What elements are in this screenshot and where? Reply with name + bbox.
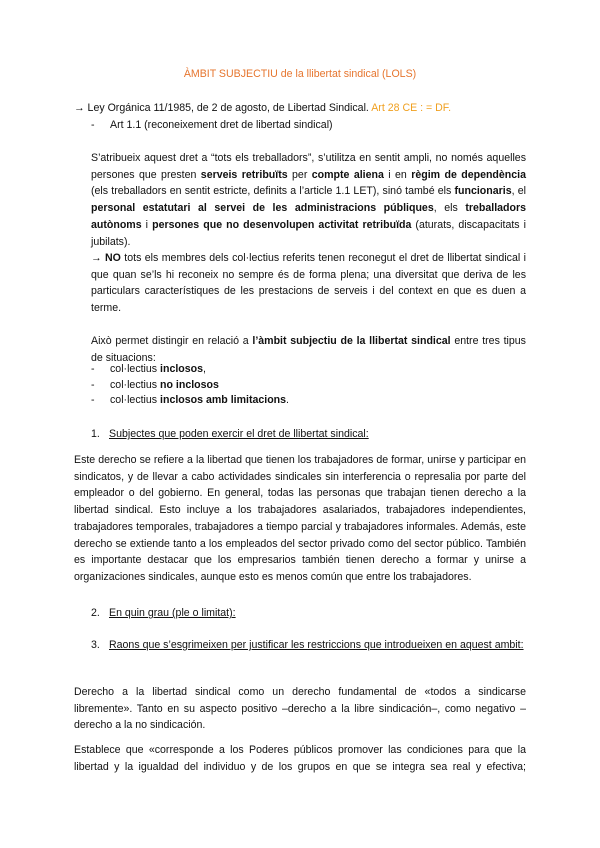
paragraph-situations-intro: Això permet distingir en relació a l’àmbit subjectiu de la llibertat sindical entre tres tipus de situacions: bbox=[91, 335, 526, 364]
paragraph-fundamental-right: Derecho a la libertad sindical como un derecho fundamental de «todos a sindicarse libremente». Tanto en su aspecto positivo –derecho a la libre sindicación–, como negativo –derecho a la no sindicación. bbox=[74, 686, 526, 732]
paragraph-public-powers: Establece que «corresponde a los Poderes públicos promover las condiciones para que la libertad y la igualdad del individuo y de los grupos en que se integra sea real y efectiva; bbox=[74, 744, 526, 773]
law-reference bbox=[74, 100, 534, 117]
paragraph-scope: S’atribueix aquest dret a “tots els treballadors”, s’utilitza en sentit ampli, no només aquelles persones que presten serveis retribuïts per compte aliena i en règim de dependència (els treballadors en sentit estricte, definits a l’article 1.1 LET), sinó també els funcionaris, el personal estatutari al servei de les administracions públiques, els treballadors autònoms i persones que no desenvolupen activitat retribuïda (aturats, discapacitats i jubilats). bbox=[91, 152, 526, 248]
arrow-icon: → bbox=[74, 102, 85, 114]
arrow-icon: → bbox=[91, 252, 102, 264]
law-article-text: Art 1.1 (reconeixement dret de libertad sindical) bbox=[110, 119, 333, 131]
document-page: ÀMBIT SUBJECTIU de la llibertat sindical (LOLS) → Ley Orgánica 11/1985, de 2 de agosto, de Libertad Sindical. Art 28 CE : = DF. - Art 1.1 (reconeixement dret de libertad sindical) S’atribueix aquest dret a “tots els treballadors”, s’utilitza en sentit ampli, no només aquelles persones que presten serveis retribuïts per compte aliena i en règim de dependència (els treballadors en sentit estricte, definits a l’article 1.1 LET), sinó també els funcionaris, el personal estatutari al servei de les administracions públiques, els treballadors autònoms i persones que no desenvolupen activitat retribuïda (aturats, discapacitats i jubilats). → NO tots els membres dels col·lectius referits tenen reconegut el dret de llibertat sindical i que quan se’ls hi reconeix no sempre és de forma plena; una diversitat que deriva de les particulars característiques de les prestacions de serveis i del context en que es duen a terme. Això permet distingir en relació a l’àmbit subjectiu de la llibertat sindical entre tres tipus de situacions: - col·lectius inclosos, - col·lectius no inclosos - col·lectius inclosos amb limitacions. 1. Subjectes que poden exercir el dret de llibertat sindical: Este derecho se refiere a la libertad que tienen los trabajadores de formar, unirse y participar en sindicatos, y de llevar a cabo actividades sindicales sin interferencia o represalia por parte del empleador o del gobierno. En general, todas las personas que trabajan tienen derecho a la libertad sindical. Esto incluye a los trabajadores asalariados, trabajadores independientes, trabajadores temporales, trabajadores a tiempo parcial y trabajadores informales. Además, este derecho se extiende tanto a los empleados del sector privado como del sector público. También es importante destacar que los empresarios también tienen derecho a formar y unirse a organizaciones sindicales, aunque esto es menos común que entre los trabajadores. 2. En quin grau (ple o limitat): 3. Raons que s’esgrimeixen per justificar les restriccions que introdueixen en aquest ambit: Derecho a la libertad sindical como un derecho fundamental de «todos a sindicarse libremente». Tanto en su aspecto positivo –derecho a la libre sindicación–, como negativo –derecho a la no sindicación. Establece que «corresponde a los Poderes públicos promover las condiciones para que la libertad y la igualdad del individuo y de los grupos en que se integra sea real y efectiva; bbox=[0, 0, 600, 848]
paragraph-exceptions: → NO tots els membres dels col·lectius referits tenen reconegut el dret de llibertat sindical i que quan se’ls hi reconeix no sempre és de forma plena; una diversitat que deriva de les particulars característiques de les prestacions de serveis i del context en que es duen a terme. bbox=[91, 252, 526, 315]
bullet-dash: - bbox=[91, 119, 95, 131]
law-reference-note: Art 28 CE : = DF. bbox=[371, 102, 452, 114]
law-reference-text: Ley Orgánica 11/1985, de 2 de agosto, de Libertad Sindical. bbox=[87, 102, 369, 114]
paragraph-union-freedom: Este derecho se refiere a la libertad que tienen los trabajadores de formar, unirse y participar en sindicatos, y de llevar a cabo actividades sindicales sin interferencia o represalia por parte del empleador o del gobierno. En general, todas las personas que trabajan tienen derecho a la libertad sindical. Esto incluye a los trabajadores asalariados, trabajadores independientes, trabajadores temporales, trabajadores a tiempo parcial y trabajadores informales. Además, este derecho se extiende tanto a los empleados del sector privado como del sector público. También es importante destacar que los empresarios también tienen derecho a formar y unirse a organizaciones sindicales, aunque esto es menos común que entre los trabajadores. bbox=[74, 454, 526, 583]
document-title: ÀMBIT SUBJECTIU de la llibertat sindical (LOLS) bbox=[183, 68, 417, 80]
